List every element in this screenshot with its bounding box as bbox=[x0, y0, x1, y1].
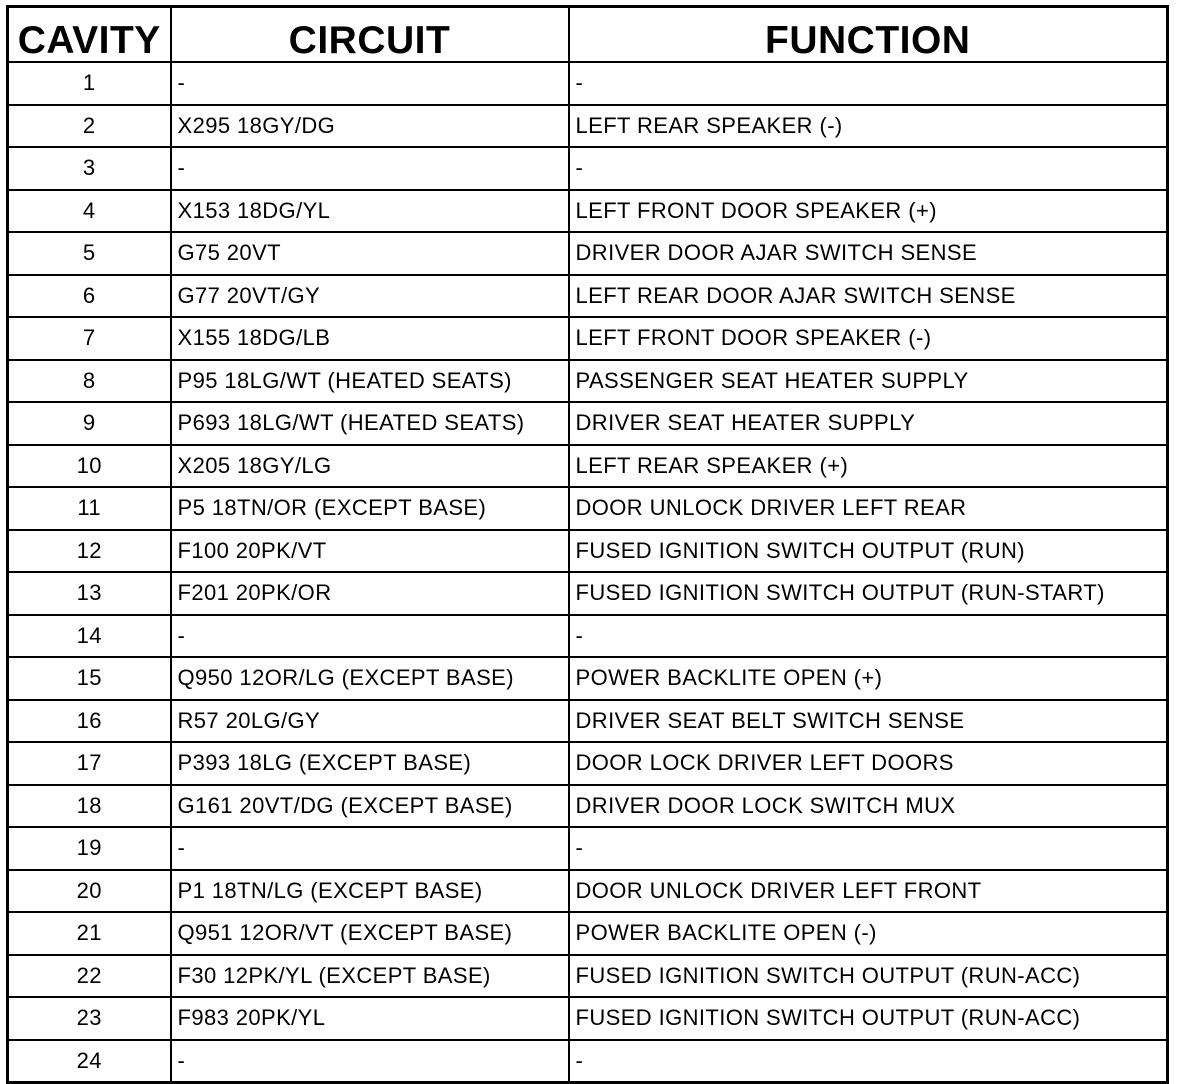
cavity-cell: 23 bbox=[8, 997, 171, 1040]
table-row bbox=[8, 785, 1168, 828]
cavity-cell: 20 bbox=[8, 870, 171, 913]
table-row bbox=[8, 105, 1168, 148]
table-row bbox=[8, 232, 1168, 275]
table-row bbox=[8, 530, 1168, 573]
circuit-cell: - bbox=[171, 1040, 569, 1083]
circuit-cell: G161 20VT/DG (EXCEPT BASE) bbox=[171, 785, 569, 828]
cavity-cell: 10 bbox=[8, 445, 171, 488]
circuit-cell: R57 20LG/GY bbox=[171, 700, 569, 743]
circuit-cell: Q950 12OR/LG (EXCEPT BASE) bbox=[171, 657, 569, 700]
table-row bbox=[8, 487, 1168, 530]
cavity-cell: 1 bbox=[8, 62, 171, 105]
table-row bbox=[8, 147, 1168, 190]
function-cell: LEFT REAR DOOR AJAR SWITCH SENSE bbox=[569, 275, 1168, 318]
table-row bbox=[8, 1040, 1168, 1083]
cavity-cell: 16 bbox=[8, 700, 171, 743]
function-cell: - bbox=[569, 147, 1168, 190]
cavity-cell: 21 bbox=[8, 912, 171, 955]
table-row bbox=[8, 275, 1168, 318]
circuit-cell: - bbox=[171, 147, 569, 190]
table-row bbox=[8, 572, 1168, 615]
function-cell: PASSENGER SEAT HEATER SUPPLY bbox=[569, 360, 1168, 403]
circuit-cell: P1 18TN/LG (EXCEPT BASE) bbox=[171, 870, 569, 913]
table-row bbox=[8, 62, 1168, 105]
table-row bbox=[8, 190, 1168, 233]
table-row bbox=[8, 870, 1168, 913]
cavity-cell: 2 bbox=[8, 105, 171, 148]
function-cell: LEFT FRONT DOOR SPEAKER (-) bbox=[569, 317, 1168, 360]
cavity-cell: 8 bbox=[8, 360, 171, 403]
table-row bbox=[8, 445, 1168, 488]
circuit-cell: X205 18GY/LG bbox=[171, 445, 569, 488]
table-row bbox=[8, 912, 1168, 955]
cavity-cell: 15 bbox=[8, 657, 171, 700]
circuit-cell: G75 20VT bbox=[171, 232, 569, 275]
cavity-cell: 24 bbox=[8, 1040, 171, 1083]
table-row bbox=[8, 317, 1168, 360]
function-cell: - bbox=[569, 1040, 1168, 1083]
cavity-cell: 19 bbox=[8, 827, 171, 870]
cavity-cell: 18 bbox=[8, 785, 171, 828]
cavity-cell: 7 bbox=[8, 317, 171, 360]
function-cell: FUSED IGNITION SWITCH OUTPUT (RUN-ACC) bbox=[569, 997, 1168, 1040]
circuit-cell: X295 18GY/DG bbox=[171, 105, 569, 148]
cavity-cell: 14 bbox=[8, 615, 171, 658]
table-row bbox=[8, 657, 1168, 700]
function-cell: - bbox=[569, 827, 1168, 870]
cavity-cell: 11 bbox=[8, 487, 171, 530]
function-cell: POWER BACKLITE OPEN (-) bbox=[569, 912, 1168, 955]
cavity-cell: 4 bbox=[8, 190, 171, 233]
table-row bbox=[8, 827, 1168, 870]
function-cell: DRIVER DOOR LOCK SWITCH MUX bbox=[569, 785, 1168, 828]
table-row bbox=[8, 615, 1168, 658]
function-cell: FUSED IGNITION SWITCH OUTPUT (RUN) bbox=[569, 530, 1168, 573]
function-cell: LEFT REAR SPEAKER (+) bbox=[569, 445, 1168, 488]
table-row bbox=[8, 402, 1168, 445]
header-row bbox=[8, 7, 1168, 63]
circuit-cell: F983 20PK/YL bbox=[171, 997, 569, 1040]
circuit-cell: - bbox=[171, 62, 569, 105]
function-header: FUNCTION bbox=[569, 7, 1168, 63]
table-row bbox=[8, 742, 1168, 785]
function-cell: POWER BACKLITE OPEN (+) bbox=[569, 657, 1168, 700]
function-cell: - bbox=[569, 615, 1168, 658]
circuit-cell: X155 18DG/LB bbox=[171, 317, 569, 360]
circuit-cell: P95 18LG/WT (HEATED SEATS) bbox=[171, 360, 569, 403]
cavity-cell: 6 bbox=[8, 275, 171, 318]
function-cell: DOOR UNLOCK DRIVER LEFT REAR bbox=[569, 487, 1168, 530]
circuit-cell: P693 18LG/WT (HEATED SEATS) bbox=[171, 402, 569, 445]
cavity-cell: 12 bbox=[8, 530, 171, 573]
function-cell: - bbox=[569, 62, 1168, 105]
cavity-cell: 3 bbox=[8, 147, 171, 190]
function-cell: DOOR UNLOCK DRIVER LEFT FRONT bbox=[569, 870, 1168, 913]
circuit-cell: G77 20VT/GY bbox=[171, 275, 569, 318]
circuit-cell: - bbox=[171, 615, 569, 658]
cavity-header: CAVITY bbox=[8, 7, 171, 63]
cavity-cell: 9 bbox=[8, 402, 171, 445]
circuit-cell: P393 18LG (EXCEPT BASE) bbox=[171, 742, 569, 785]
function-cell: LEFT FRONT DOOR SPEAKER (+) bbox=[569, 190, 1168, 233]
circuit-cell: - bbox=[171, 827, 569, 870]
table-row bbox=[8, 955, 1168, 998]
function-cell: FUSED IGNITION SWITCH OUTPUT (RUN-START) bbox=[569, 572, 1168, 615]
circuit-header: CIRCUIT bbox=[171, 7, 569, 63]
circuit-cell: F100 20PK/VT bbox=[171, 530, 569, 573]
circuit-cell: F30 12PK/YL (EXCEPT BASE) bbox=[171, 955, 569, 998]
cavity-cell: 5 bbox=[8, 232, 171, 275]
cavity-cell: 22 bbox=[8, 955, 171, 998]
function-cell: DRIVER DOOR AJAR SWITCH SENSE bbox=[569, 232, 1168, 275]
table-row bbox=[8, 997, 1168, 1040]
table-row bbox=[8, 360, 1168, 403]
cavity-cell: 17 bbox=[8, 742, 171, 785]
circuit-cell: P5 18TN/OR (EXCEPT BASE) bbox=[171, 487, 569, 530]
connector-pinout-table bbox=[6, 5, 1169, 1084]
circuit-cell: X153 18DG/YL bbox=[171, 190, 569, 233]
function-cell: DOOR LOCK DRIVER LEFT DOORS bbox=[569, 742, 1168, 785]
function-cell: DRIVER SEAT BELT SWITCH SENSE bbox=[569, 700, 1168, 743]
circuit-cell: Q951 12OR/VT (EXCEPT BASE) bbox=[171, 912, 569, 955]
function-cell: FUSED IGNITION SWITCH OUTPUT (RUN-ACC) bbox=[569, 955, 1168, 998]
function-cell: DRIVER SEAT HEATER SUPPLY bbox=[569, 402, 1168, 445]
circuit-cell: F201 20PK/OR bbox=[171, 572, 569, 615]
table-row bbox=[8, 700, 1168, 743]
table-body bbox=[8, 62, 1168, 1083]
cavity-cell: 13 bbox=[8, 572, 171, 615]
function-cell: LEFT REAR SPEAKER (-) bbox=[569, 105, 1168, 148]
